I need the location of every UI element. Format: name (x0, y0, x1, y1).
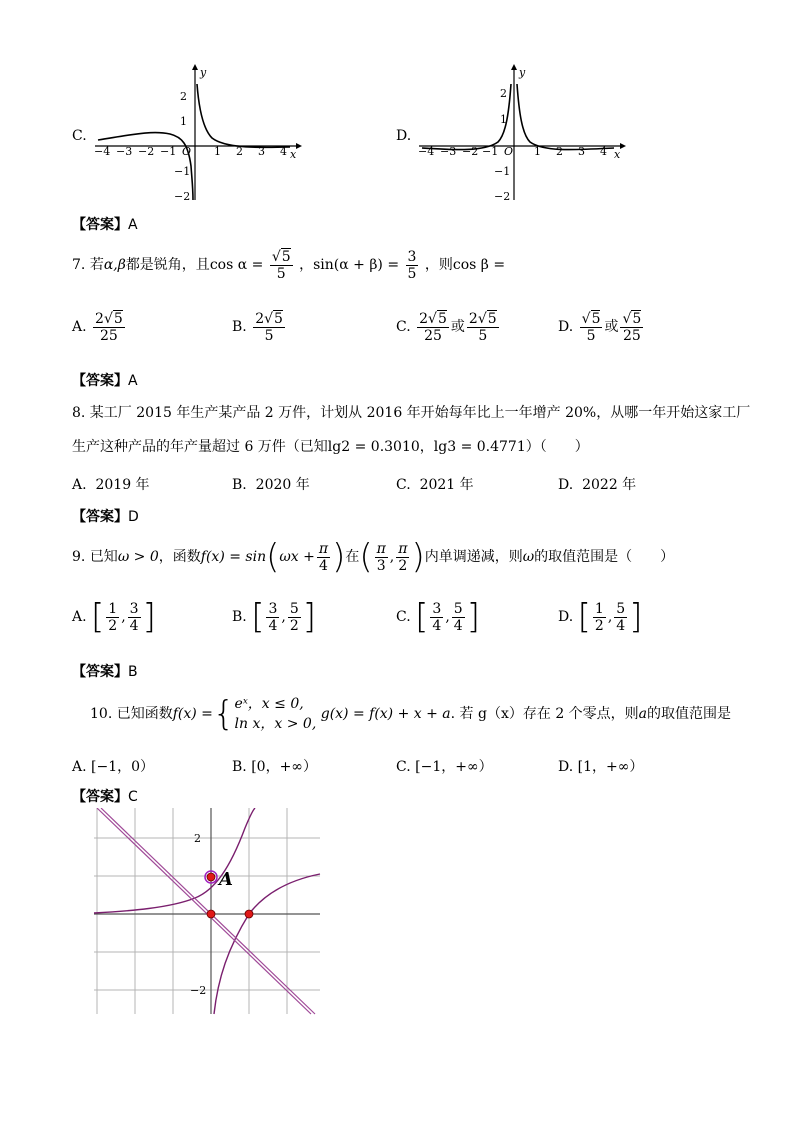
svg-text:1: 1 (180, 115, 187, 128)
svg-text:2: 2 (556, 145, 563, 158)
curve-d-right (517, 84, 614, 150)
q7-option-b: B. $\frac{2√5}{5}$ (232, 311, 283, 344)
q9-option-b: B. [ $\frac{3}{4}$ , $\frac{5}{2}$ ] (232, 597, 317, 637)
svg-text:−4: −4 (418, 145, 435, 158)
origin-label: O (504, 145, 514, 158)
q7-answer: 【答案】A (72, 373, 138, 389)
x-axis-label: x (290, 148, 297, 161)
q9-answer: 【答案】B (72, 664, 138, 680)
y-axis-label: y (200, 66, 207, 79)
point-a (207, 873, 215, 881)
svg-text:1: 1 (500, 113, 507, 126)
q10-answer: 【答案】C (72, 789, 138, 805)
option-c-label: C. (72, 128, 87, 144)
svg-text:1: 1 (534, 145, 541, 158)
q8-option-a: A. 2019 年 (72, 477, 150, 493)
x-axis-label: x (614, 148, 621, 161)
q10-option-b: B. [0，+∞） (232, 759, 317, 775)
question-10: 10. 已知函数f(x) ={ eˣ，x ≤ 0, ln x，x > 0, g(x) = f(x) + x + a. 若 g（x）存在 2 个零点，则a的取值范围是 (90, 694, 732, 734)
q6-answer: 【答案】A (72, 217, 138, 233)
y-axis-label: y (519, 66, 526, 79)
svg-text:−1: −1 (494, 165, 511, 178)
curve-d-left (422, 84, 511, 150)
q10-option-a: A. [−1，0） (72, 759, 155, 775)
q9-option-a: A. [ $\frac{1}{2}$ , $\frac{3}{4}$ ] (72, 597, 156, 637)
q7-option-a: A. $\frac{2√5}{25}$ (72, 311, 123, 344)
svg-text:1: 1 (214, 145, 221, 158)
q9-option-c: C. [ $\frac{3}{4}$ , $\frac{5}{4}$ ] (396, 597, 480, 637)
svg-text:−1: −1 (482, 145, 499, 158)
option-d-label: D. (396, 128, 412, 144)
svg-text:2: 2 (180, 90, 187, 103)
svg-text:3: 3 (578, 145, 585, 158)
svg-text:−3: −3 (116, 145, 133, 158)
x-axis-arrow (620, 143, 626, 149)
q8-option-d: D. 2022 年 (558, 477, 637, 493)
point-a-label: A (219, 869, 233, 890)
q8-line1: 8. 某工厂 2015 年生产某产品 2 万件，计划从 2016 年开始每年比上一年增产 20%，从哪一年开始这家工厂 (72, 405, 751, 421)
y-axis-arrow (511, 64, 517, 70)
question-7: 7. 若α,β都是锐角，且cos α = $\frac{√5}{5}$ ，sin(α + β) = $\frac{3}{5}$ ，则cos β = (72, 248, 506, 282)
zero-point-origin (207, 910, 215, 918)
tick-label-top: 2 (194, 832, 201, 845)
y-axis-arrow (192, 64, 198, 70)
svg-text:−2: −2 (494, 190, 511, 202)
q10-option-d: D. [1，+∞） (558, 759, 644, 775)
question-9: 9. 已知ω > 0，函数f(x) = sin(ωx + $\frac{\pi}{4}$ )在( $\frac{\pi}{3}$ , $\frac{\pi}{2}$ )内单调递减，则ω的取值范围是（ ） (72, 537, 675, 577)
svg-text:−1: −1 (160, 145, 177, 158)
q7-option-c: C. $\frac{2√5}{25}$ 或 $\frac{2√5}{5}$ (396, 311, 497, 344)
q10-option-c: C. [−1，+∞） (396, 759, 493, 775)
q10-graph (90, 808, 325, 1018)
svg-text:4: 4 (600, 145, 607, 158)
svg-text:−4: −4 (94, 145, 111, 158)
graph-option-c (90, 62, 305, 202)
svg-text:−2: −2 (138, 145, 155, 158)
q7-option-d: D. $\frac{√5}{5}$ 或 $\frac{√5}{25}$ (558, 311, 642, 344)
svg-text:2: 2 (500, 87, 507, 100)
curve-ln (214, 874, 320, 1014)
svg-text:−1: −1 (174, 165, 191, 178)
q9-option-d: D. [ $\frac{1}{2}$ , $\frac{5}{4}$ ] (558, 597, 643, 637)
svg-text:2: 2 (236, 145, 243, 158)
q8-line2: 生产这种产品的年产量超过 6 万件（已知lg2 = 0.3010，lg3 = 0.4771）（ ） (72, 439, 589, 455)
q8-option-b: B. 2020 年 (232, 477, 310, 493)
origin-label: O (182, 145, 192, 158)
svg-text:−2: −2 (174, 190, 191, 202)
svg-text:3: 3 (258, 145, 265, 158)
svg-text:−3: −3 (440, 145, 457, 158)
svg-text:−2: −2 (462, 145, 479, 158)
curve-c-right (197, 84, 290, 147)
q8-option-c: C. 2021 年 (396, 477, 474, 493)
tick-label-bottom: −2 (190, 984, 207, 997)
svg-text:4: 4 (280, 145, 287, 158)
graph-option-d (414, 62, 629, 202)
x-axis-arrow (296, 143, 302, 149)
zero-point-one (245, 910, 253, 918)
q8-answer: 【答案】D (72, 509, 139, 525)
